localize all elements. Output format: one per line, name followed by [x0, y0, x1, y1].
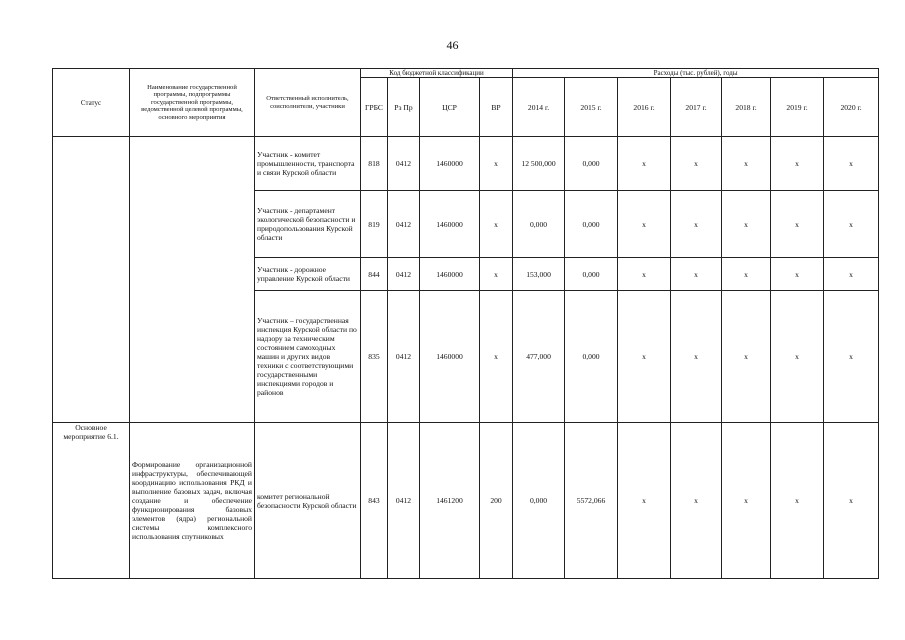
responsible-cell: Участник - департамент экологической безопасности и природопользования Курской области — [255, 191, 361, 258]
value-cell: 0,000 — [565, 137, 618, 191]
header-year: 2018 г. — [722, 78, 771, 137]
value-cell: х — [618, 137, 671, 191]
responsible-cell: Участник – государственная инспекция Курской области по надзору за техническим состоянием самоходных машин и других видов техники с соответствующими государственными инспекциями городов и районов — [255, 291, 361, 423]
responsible-cell: Участник - комитет промышленности, транспорта и связи Курской области — [255, 137, 361, 191]
value-cell: х — [824, 137, 879, 191]
value-cell: 0,000 — [513, 191, 565, 258]
rzpr-cell: 0412 — [388, 258, 420, 291]
header-year: 2015 г. — [565, 78, 618, 137]
vr-cell: х — [480, 291, 513, 423]
value-cell: х — [824, 258, 879, 291]
header-rzpr: Рз Пр — [388, 78, 420, 137]
value-cell: х — [722, 423, 771, 579]
header-csr: ЦСР — [420, 78, 480, 137]
vr-cell: х — [480, 258, 513, 291]
rzpr-cell: 0412 — [388, 291, 420, 423]
vr-cell: х — [480, 137, 513, 191]
header-vr: ВР — [480, 78, 513, 137]
value-cell: 0,000 — [565, 191, 618, 258]
table-row — [53, 137, 879, 191]
page-number: 46 — [446, 38, 459, 52]
value-cell: х — [671, 258, 722, 291]
value-cell: 0,000 — [513, 423, 565, 579]
rzpr-cell: 0412 — [388, 137, 420, 191]
value-cell: 0,000 — [565, 258, 618, 291]
vr-cell: х — [480, 191, 513, 258]
value-cell: х — [722, 258, 771, 291]
value-cell: х — [771, 137, 824, 191]
value-cell: х — [824, 291, 879, 423]
grbs-cell: 818 — [361, 137, 388, 191]
header-status: Статус — [53, 69, 130, 137]
table-row — [53, 423, 879, 579]
value-cell: х — [618, 291, 671, 423]
value-cell: х — [671, 291, 722, 423]
responsible-cell: комитет региональной безопасности Курской области — [255, 423, 361, 579]
value-cell: х — [722, 137, 771, 191]
csr-cell: 1461200 — [420, 423, 480, 579]
grbs-cell: 843 — [361, 423, 388, 579]
name-cell: Формирование организационной инфраструктуры, обеспечивающей координацию использования РКД и выполнение базовых задач, включая создание и обеспечение функционирования базовых элементов (ядра) региональной системы комплексного использования спутниковых — [130, 423, 255, 579]
vr-cell: 200 — [480, 423, 513, 579]
value-cell: х — [671, 137, 722, 191]
header-year: 2016 г. — [618, 78, 671, 137]
value-cell: х — [771, 191, 824, 258]
value-cell: х — [618, 423, 671, 579]
header-year: 2020 г. — [824, 78, 879, 137]
header-grbs: ГРБС — [361, 78, 388, 137]
name-cell — [130, 137, 255, 423]
header-name: Наименование государственной программы, подпрограммы государственной программы, ведомственной целевой программы, основного мероприятия — [130, 69, 255, 137]
grbs-cell: 819 — [361, 191, 388, 258]
header-row-top — [53, 69, 879, 78]
header-expenses: Расходы (тыс. рублей), годы — [513, 69, 879, 78]
value-cell: х — [771, 423, 824, 579]
value-cell: х — [618, 191, 671, 258]
value-cell: х — [771, 258, 824, 291]
header-year: 2014 г. — [513, 78, 565, 137]
header-year: 2019 г. — [771, 78, 824, 137]
csr-cell: 1460000 — [420, 291, 480, 423]
value-cell: 0,000 — [565, 291, 618, 423]
value-cell: 477,000 — [513, 291, 565, 423]
value-cell: 12 500,000 — [513, 137, 565, 191]
value-cell: х — [671, 423, 722, 579]
value-cell: х — [671, 191, 722, 258]
csr-cell: 1460000 — [420, 191, 480, 258]
value-cell: 153,000 — [513, 258, 565, 291]
responsible-cell: Участник - дорожное управление Курской области — [255, 258, 361, 291]
header-budget-code: Код бюджетной классификации — [361, 69, 513, 78]
budget-table — [52, 68, 879, 579]
value-cell: 5572,066 — [565, 423, 618, 579]
value-cell: х — [722, 291, 771, 423]
value-cell: х — [722, 191, 771, 258]
rzpr-cell: 0412 — [388, 423, 420, 579]
header-year: 2017 г. — [671, 78, 722, 137]
grbs-cell: 844 — [361, 258, 388, 291]
status-cell — [53, 137, 130, 423]
value-cell: х — [771, 291, 824, 423]
value-cell: х — [824, 423, 879, 579]
csr-cell: 1460000 — [420, 258, 480, 291]
csr-cell: 1460000 — [420, 137, 480, 191]
header-responsible: Ответственный исполнитель, соисполнители, участники — [255, 69, 361, 137]
status-cell: Основное мероприятие 6.1. — [53, 423, 130, 579]
value-cell: х — [618, 258, 671, 291]
grbs-cell: 835 — [361, 291, 388, 423]
value-cell: х — [824, 191, 879, 258]
rzpr-cell: 0412 — [388, 191, 420, 258]
